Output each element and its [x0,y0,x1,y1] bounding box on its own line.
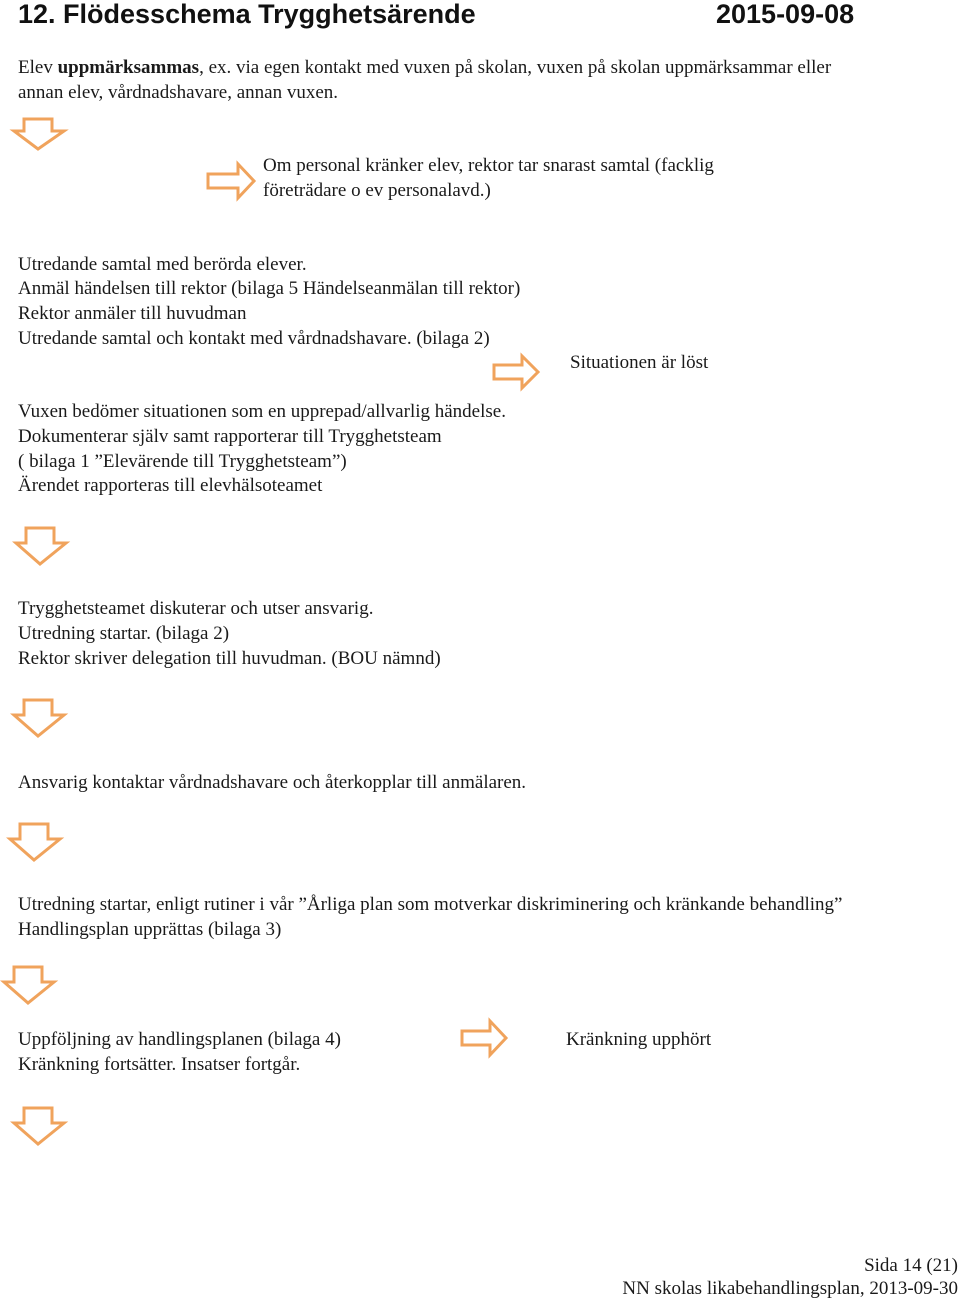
page-header [0,0,960,30]
plan-line-1: Utredning startar, enligt rutiner i vår ”Årliga plan som motverkar diskriminering och kränkande behandling” [18,894,843,915]
resolved-note: Situationen är löst [570,352,709,373]
investigation-line-4: Utredande samtal och kontakt med vårdnadshavare. (bilaga 2) [18,328,490,349]
contact-line-1: Ansvarig kontaktar vårdnadshavare och återkopplar till anmälaren. [18,772,527,793]
page-title: 12. Flödesschema Trygghetsärende [18,0,476,29]
arrow-down-icon [2,965,56,1005]
arrow-down-icon [12,698,66,738]
intro-line-2: annan elev, vårdnadshavare, annan vuxen. [18,82,339,103]
plan-line-2: Handlingsplan upprättas (bilaga 3) [18,919,282,940]
investigation-line-3: Rektor anmäler till huvudman [18,303,247,324]
intro-line-1: Elev uppmärksammas, ex. via egen kontakt med vuxen på skolan, vuxen på skolan uppmärksammar eller [18,57,832,78]
arrow-down-icon [12,117,66,151]
team-line-3: Rektor skriver delegation till huvudman. (BOU nämnd) [18,648,441,669]
assessment-line-3: ( bilaga 1 ”Elevärende till Trygghetsteam”) [18,451,347,472]
footer-page-number: Sida 14 (21) [864,1255,958,1276]
arrow-down-icon [14,526,68,566]
followup-line-1: Uppföljning av handlingsplanen (bilaga 4) [18,1029,341,1050]
assessment-line-2: Dokumenterar själv samt rapporterar till Trygghetsteam [18,426,442,447]
arrow-down-icon [12,1106,66,1146]
stopped-note: Kränkning upphört [566,1029,712,1050]
arrow-right-icon [206,162,256,200]
arrow-down-icon [8,822,62,862]
intro-bold-word: uppmärksammas [57,57,200,78]
header-date: 2015-09-08 [716,0,855,29]
assessment-line-1: Vuxen bedömer situationen som en upprepad/allvarlig händelse. [18,401,506,422]
followup-line-2: Kränkning fortsätter. Insatser fortgår. [18,1054,301,1075]
footer-document-name: NN skolas likabehandlingsplan, 2013-09-30 [622,1278,958,1299]
staff-note-line-2: företrädare o ev personalavd.) [263,180,491,201]
arrow-right-icon [492,354,540,390]
staff-note-line-1: Om personal kränker elev, rektor tar snarast samtal (facklig [263,155,714,176]
assessment-line-4: Ärendet rapporteras till elevhälsoteamet [18,475,323,496]
investigation-line-2: Anmäl händelsen till rektor (bilaga 5 Händelseanmälan till rektor) [18,278,521,299]
team-line-2: Utredning startar. (bilaga 2) [18,623,230,644]
arrow-right-icon [460,1019,508,1057]
team-line-1: Trygghetsteamet diskuterar och utser ansvarig. [18,598,374,619]
investigation-line-1: Utredande samtal med berörda elever. [18,254,307,275]
